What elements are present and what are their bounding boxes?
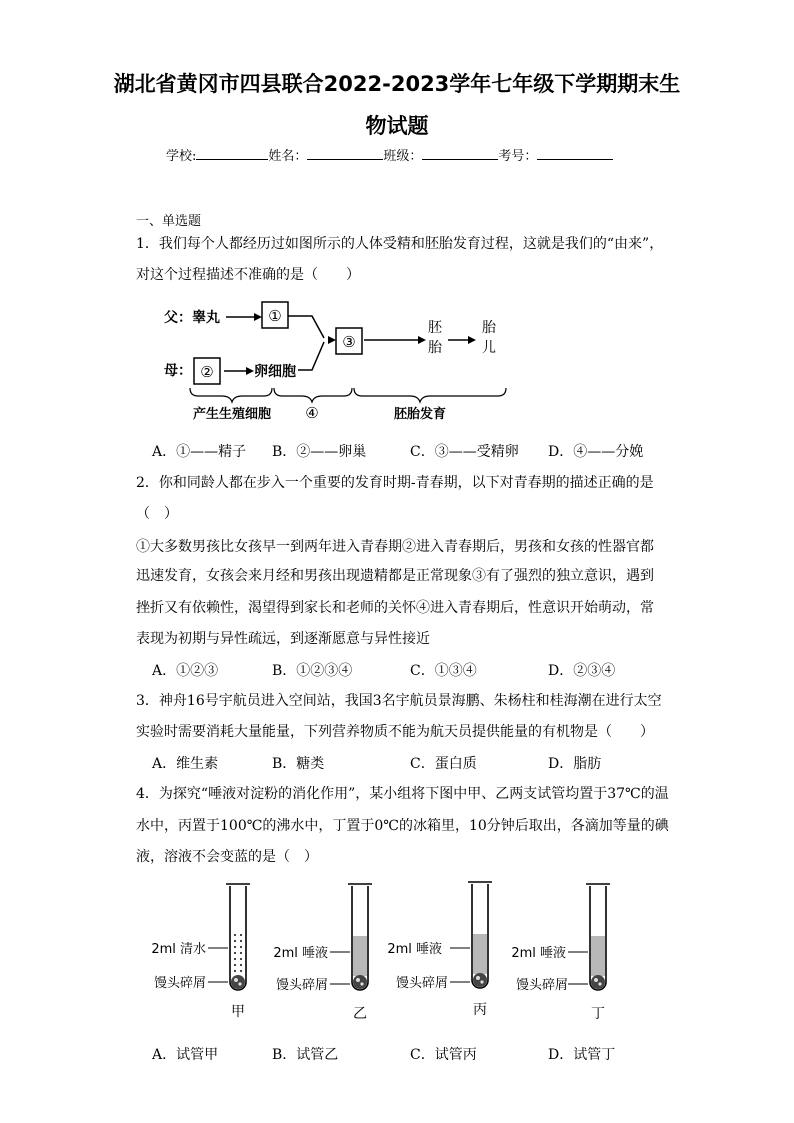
class-label: 班级： [383, 149, 423, 164]
tube-yi-liquid: 2ml 唾液 [273, 946, 328, 961]
tube-jia-liquid: 2ml 清水 [151, 942, 206, 957]
name-label: 姓名： [268, 149, 308, 164]
box-4: ④ [305, 404, 319, 422]
tube-ding-solid: 馒头碎屑 [515, 978, 568, 993]
tube-bing [450, 882, 492, 988]
father-label: 父：睾丸 [164, 310, 220, 326]
tube-ding-liquid: 2ml 唾液 [511, 946, 566, 961]
label-embryo-development: 胚胎发育 [393, 407, 447, 422]
q4-option-d[interactable]: D．试管丁 [548, 1047, 616, 1063]
q4-option-a[interactable]: A．试管甲 [152, 1047, 219, 1063]
box-3: ③ [342, 333, 356, 351]
q4-stem-1: 4．为探究“唾液对淀粉的消化作用”，某小组将下图中甲、乙两支试管均置于37℃的温 [136, 786, 669, 802]
tube-ding-name: 丁 [591, 1006, 605, 1022]
tube-bing-liquid: 2ml 唾液 [387, 942, 442, 957]
tube-yi-name: 乙 [353, 1006, 367, 1022]
q3-option-c[interactable]: C．蛋白质 [410, 756, 477, 772]
q2-option-b[interactable]: B．①②③④ [272, 663, 353, 679]
q4-option-c[interactable]: C．试管丙 [410, 1047, 477, 1063]
tube-bing-name: 丙 [473, 1002, 487, 1018]
q4-option-b[interactable]: B．试管乙 [272, 1047, 339, 1063]
tube-jia [208, 884, 250, 990]
q2-statement-3: 挫折又有依赖性，渴望得到家长和老师的关怀④进入青春期后，性意识开始萌动，常 [136, 600, 654, 616]
q3-stem-1: 3．神舟16号宇航员进入空间站，我国3名宇航员景海鹏、朱杨柱和桂海潮在进行太空 [136, 693, 662, 709]
section-title: 一、单选题 [136, 214, 202, 229]
q2-option-d[interactable]: D．②③④ [548, 663, 616, 679]
tube-ding [568, 884, 610, 990]
q1-option-b[interactable]: B．②——卵巢 [272, 444, 367, 460]
q1-option-d[interactable]: D．④——分娩 [548, 444, 644, 460]
tube-jia-solid: 馒头碎屑 [153, 976, 206, 991]
student-info-row [166, 145, 613, 164]
q2-statement-4: 表现为初期与异性疏远，到逐渐愿意与异性接近 [136, 631, 430, 647]
q3-stem-2: 实验时需要消耗大量能量，下列营养物质不能为航天员提供能量的有机物是（ ） [136, 724, 654, 740]
q1-stem-2: 对这个过程描述不准确的是（ ） [136, 267, 360, 283]
q1-option-c[interactable]: C．③——受精卵 [410, 444, 519, 460]
class-field[interactable] [422, 145, 498, 160]
q4-stem-2: 水中，丙置于100℃的沸水中，丁置于0℃的冰箱里，10分钟后取出，各滴加等量的碘 [136, 818, 669, 834]
tube-jia-name: 甲 [231, 1004, 245, 1020]
name-field[interactable] [307, 145, 383, 160]
page-title: 湖北省黄冈市四县联合2022-2023学年七年级下学期期末生 [113, 72, 681, 96]
test-tubes-diagram [148, 878, 628, 1024]
tube-yi-solid: 馒头碎屑 [275, 978, 328, 993]
number-label: 考号： [498, 149, 538, 164]
q2-option-a[interactable]: A．①②③ [152, 663, 219, 679]
q2-stem-1: 2．你和同龄人都在步入一个重要的发育时期-青春期，以下对青春期的描述正确的是 [136, 475, 654, 491]
tube-yi [330, 884, 372, 990]
q3-option-b[interactable]: B．糖类 [272, 756, 325, 772]
embryo-label-2: 胎 [428, 340, 442, 356]
q2-option-c[interactable]: C．①③④ [410, 663, 477, 679]
fertilization-diagram [150, 292, 530, 426]
q2-statement-2: 迅速发育，女孩会来月经和男孩出现遗精都是正常现象③有了强烈的独立意识，遇到 [136, 568, 654, 584]
box-1: ① [268, 307, 282, 325]
school-field[interactable] [196, 145, 268, 160]
egg-label: 卵细胞 [254, 364, 296, 380]
q4-stem-3: 液，溶液不会变蓝的是（ ） [136, 849, 318, 865]
page-title-cont: 物试题 [365, 114, 429, 138]
q1-stem-1: 1．我们每个人都经历过如图所示的人体受精和胚胎发育过程，这就是我们的“由来”， [136, 236, 664, 252]
school-label: 学校: [166, 149, 197, 164]
mother-label: 母： [164, 363, 192, 379]
box-2: ② [200, 363, 214, 381]
q2-stem-2: （ ） [136, 506, 178, 522]
embryo-label-1: 胚 [428, 320, 442, 336]
number-field[interactable] [537, 145, 613, 160]
q2-statement-1: ①大多数男孩比女孩早一到两年进入青春期②进入青春期后，男孩和女孩的性器官都 [136, 539, 654, 555]
q3-option-a[interactable]: A．维生素 [152, 756, 219, 772]
fetus-label-2: 儿 [482, 340, 496, 356]
q3-option-d[interactable]: D．脂肪 [548, 756, 602, 772]
q1-option-a[interactable]: A．①——精子 [152, 444, 247, 460]
fetus-label-1: 胎 [482, 320, 496, 336]
tube-bing-solid: 馒头碎屑 [395, 976, 448, 991]
label-produce-cells: 产生生殖细胞 [192, 407, 272, 422]
